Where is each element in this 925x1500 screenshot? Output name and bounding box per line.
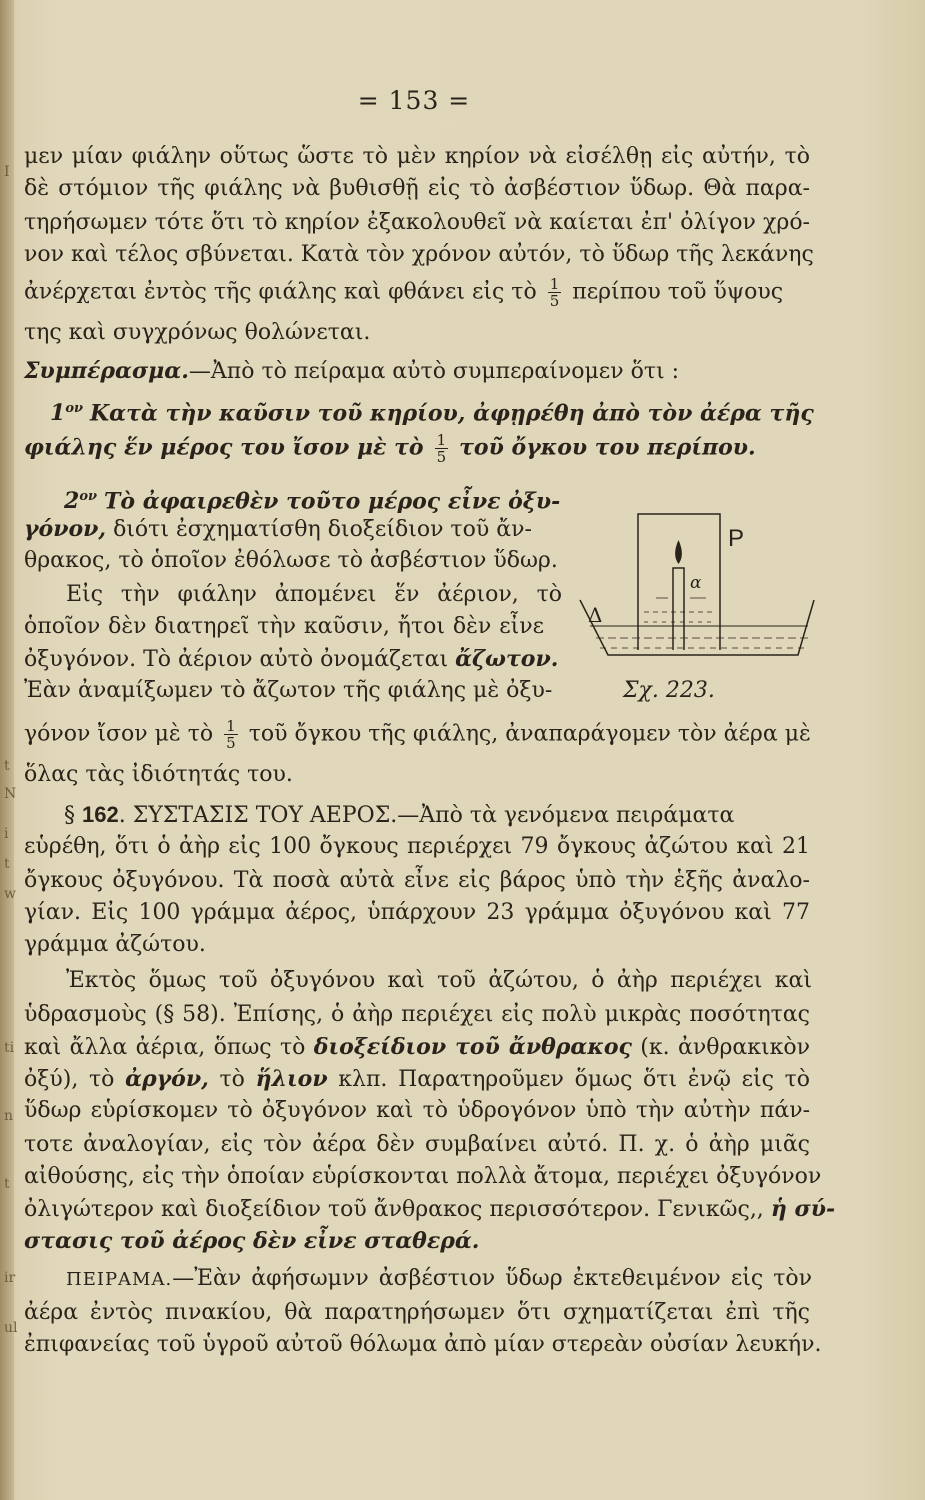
text-line-with-fraction: ἀνέρχεται ἐντὸς τῆς φιάλης καὶ φθάνει εἰς τὸ $\frac{1}{5}$ περίπου τοῦ ὕψους (24, 275, 784, 310)
text-line: Ἐὰν ἀναμίξωμεν τὸ ἄζωτον τῆς φιάλης μὲ ὀξυ- (24, 678, 553, 703)
margin-mark: ir (4, 1270, 16, 1286)
text-line: της καὶ συγχρόνως θολώνεται. (24, 320, 371, 345)
text-line: καὶ ἄλλα ἀέρια, ὅπως τὸ διοξείδιον τοῦ ἄνθρακος (κ. ἀνθρακικὸν (24, 1034, 811, 1060)
margin-mark: ti (4, 1040, 15, 1056)
label-p: P (728, 525, 745, 552)
conclusion-line: Συμπέρασμα.—Ἀπὸ τὸ πείραμα αὐτὸ συμπεραίνομεν ὅτι : (24, 358, 680, 384)
text-line: θρακος, τὸ ὁποῖον ἐθόλωσε τὸ ἀσβέστιον ὕδωρ. (24, 548, 558, 573)
text-line: ὑδρασμοὺς (§ 58). Ἐπίσης, ὁ ἀὴρ περιέχει εἰς πολὺ μικρὰς ποσότητας (24, 1002, 810, 1027)
conclusion-heading: Συμπέρασμα. (24, 358, 189, 384)
text-line: ὀλιγώτερον καὶ διοξείδιον τοῦ ἄνθρακος περισσότερον. Γενικῶς,, ἡ σύ- (24, 1196, 836, 1222)
candle-flame (675, 540, 682, 564)
text-line: ὀξυγόνον. Τὸ ἀέριον αὐτὸ ὀνομάζεται ἄζωτον. (24, 646, 559, 672)
text-line: γίαν. Εἰς 100 γράμμα ἀέρος, ὑπάρχουν 23 γράμμα ὀξυγόνου καὶ 77 (24, 900, 810, 925)
text-line: στασις τοῦ ἀέρος δὲν εἶνε σταθερά. (24, 1228, 480, 1254)
margin-mark: i (4, 826, 9, 842)
margin-mark: t (4, 1176, 10, 1192)
label-delta: Δ (588, 603, 603, 627)
figure-caption: Σχ. 223. (623, 678, 715, 703)
text-line: Ἐκτὸς ὅμως τοῦ ὀξυγόνου καὶ τοῦ ἀζώτου, ὁ ἀὴρ περιέχει καὶ (66, 968, 812, 993)
text-line: δὲ στόμιον τῆς φιάλης νὰ βυθισθῇ εἰς τὸ ἀσβέστιον ὕδωρ. Θὰ παρα- (24, 176, 810, 201)
text-line: ἐπιφανείας τοῦ ὑγροῦ αὐτοῦ θόλωμα ἀπὸ μίαν στερεὰν οὐσίαν λευκήν. (24, 1332, 822, 1357)
text-line: ὕδωρ εὑρίσκομεν τὸ ὀξυγόνον καὶ τὸ ὑδρογόνον ὑπὸ τὴν αὐτὴν πάν- (24, 1098, 810, 1123)
text-line: ὀξύ), τὸ ἀργόν, τὸ ἥλιον κλπ. Παρατηροῦμεν ὅμως ὅτι ἐνῷ εἰς τὸ (24, 1066, 811, 1092)
second-conclusion: $2^{o\nu}$ Τὸ ἀφαιρεθὲν τοῦτο μέρος εἶνε ὀξυ- (64, 488, 561, 515)
label-alpha: α (690, 573, 702, 593)
page-number: = 153 = (357, 86, 471, 115)
margin-mark: t (4, 856, 10, 872)
text-line: τηρήσωμεν τότε ὅτι τὸ κηρίον ἐξακολουθεῖ νὰ καίεται ἐπ' ὀλίγον χρό- (24, 210, 810, 235)
margin-mark: t (4, 758, 10, 774)
text-line: γόνον, διότι ἐσχηματίσθη διοξείδιον τοῦ ἄν- (24, 516, 532, 542)
text-line: αἰθούσης, εἰς τὴν ὁποίαν εὑρίσκονται πολλὰ ἄτομα, περιέχει ὀξυγόνον (24, 1164, 822, 1189)
text-line: μεν μίαν φιάλην οὕτως ὥστε τὸ μὲν κηρίον νὰ εἰσέλθῃ εἰς αὐτήν, τὸ (24, 144, 810, 169)
experiment-label: ΠΕΙΡΑΜΑ. (66, 1269, 173, 1290)
text-line: Εἰς τὴν φιάλην ἀπομένει ἕν ἀέριον, τὸ (66, 582, 562, 607)
text-line: ὄγκους ὀξυγόνου. Τὰ ποσὰ αὐτὰ εἶνε εἰς βάρος ὑπὸ τὴν ἑξῆς ἀναλο- (24, 868, 810, 893)
first-conclusion-cont: φιάλης ἕν μέρος του ἴσον μὲ τὸ $\frac{1}{5}$ τοῦ ὄγκου του περίπου. (24, 431, 756, 466)
section-number: 162 (82, 802, 119, 827)
fraction-one-fifth: $\frac{1}{5}$ (226, 717, 236, 752)
text-line: ὅλας τὰς ἰδιότητάς του. (24, 762, 293, 787)
text-line-with-fraction: γόνον ἴσον μὲ τὸ $\frac{1}{5}$ τοῦ ὄγκου τῆς φιάλης, ἀναπαράγομεν τὸν ἀέρα μὲ (24, 717, 811, 752)
text-line: νον καὶ τέλος σβύνεται. Κατὰ τὸν χρόνον αὐτόν, τὸ ὕδωρ τῆς λεκάνης (24, 242, 814, 267)
basin-outline (580, 600, 814, 655)
margin-mark: n (4, 1108, 14, 1124)
text-line: τοτε ἀναλογίαν, εἰς τὸν ἀέρα δὲν συμβαίνει αὐτό. Π. χ. ὁ ἀὴρ μιᾶς (24, 1132, 810, 1157)
experiment-line: ΠΕΙΡΑΜΑ.—Ἐὰν ἀφήσωμνν ἀσβέστιον ὕδωρ ἐκτεθειμένον εἰς τὸν (66, 1266, 812, 1291)
text-line: ὁποῖον δὲν διατηρεῖ τὴν καῦσιν, ἤτοι δὲν εἶνε (24, 614, 544, 639)
text-line: ἀέρα ἐντὸς πινακίου, θὰ παρατηρήσωμεν ὅτι σχηματίζεται ἐπὶ τῆς (24, 1300, 810, 1325)
fraction-one-fifth: $\frac{1}{5}$ (549, 275, 560, 310)
margin-mark: ul (4, 1320, 18, 1336)
margin-mark: I (4, 164, 10, 180)
nitrogen-term: ἄζωτον. (455, 646, 559, 672)
fraction-one-fifth: $\frac{1}{5}$ (436, 431, 447, 466)
first-conclusion: $1^{o\nu}$ Κατὰ τὴν καῦσιν τοῦ κηρίου, ἀφῃρέθη ἀπὸ τὸν ἀέρα τῆς (50, 400, 814, 427)
section-heading: § 162. ΣΥΣΤΑΣΙΣ ΤΟΥ ΑΕΡΟΣ.—Ἀπὸ τὰ γενόμενα πειράματα (64, 802, 735, 828)
inverted-jar (638, 514, 720, 650)
text-line: γράμμα ἀζώτου. (24, 932, 206, 957)
margin-mark: w (4, 886, 16, 902)
text-line: εὑρέθη, ὅτι ὁ ἀὴρ εἰς 100 ὄγκους περιέρχει 79 ὄγκους ἀζώτου καὶ 21 (24, 834, 810, 859)
margin-mark: N (4, 786, 17, 802)
